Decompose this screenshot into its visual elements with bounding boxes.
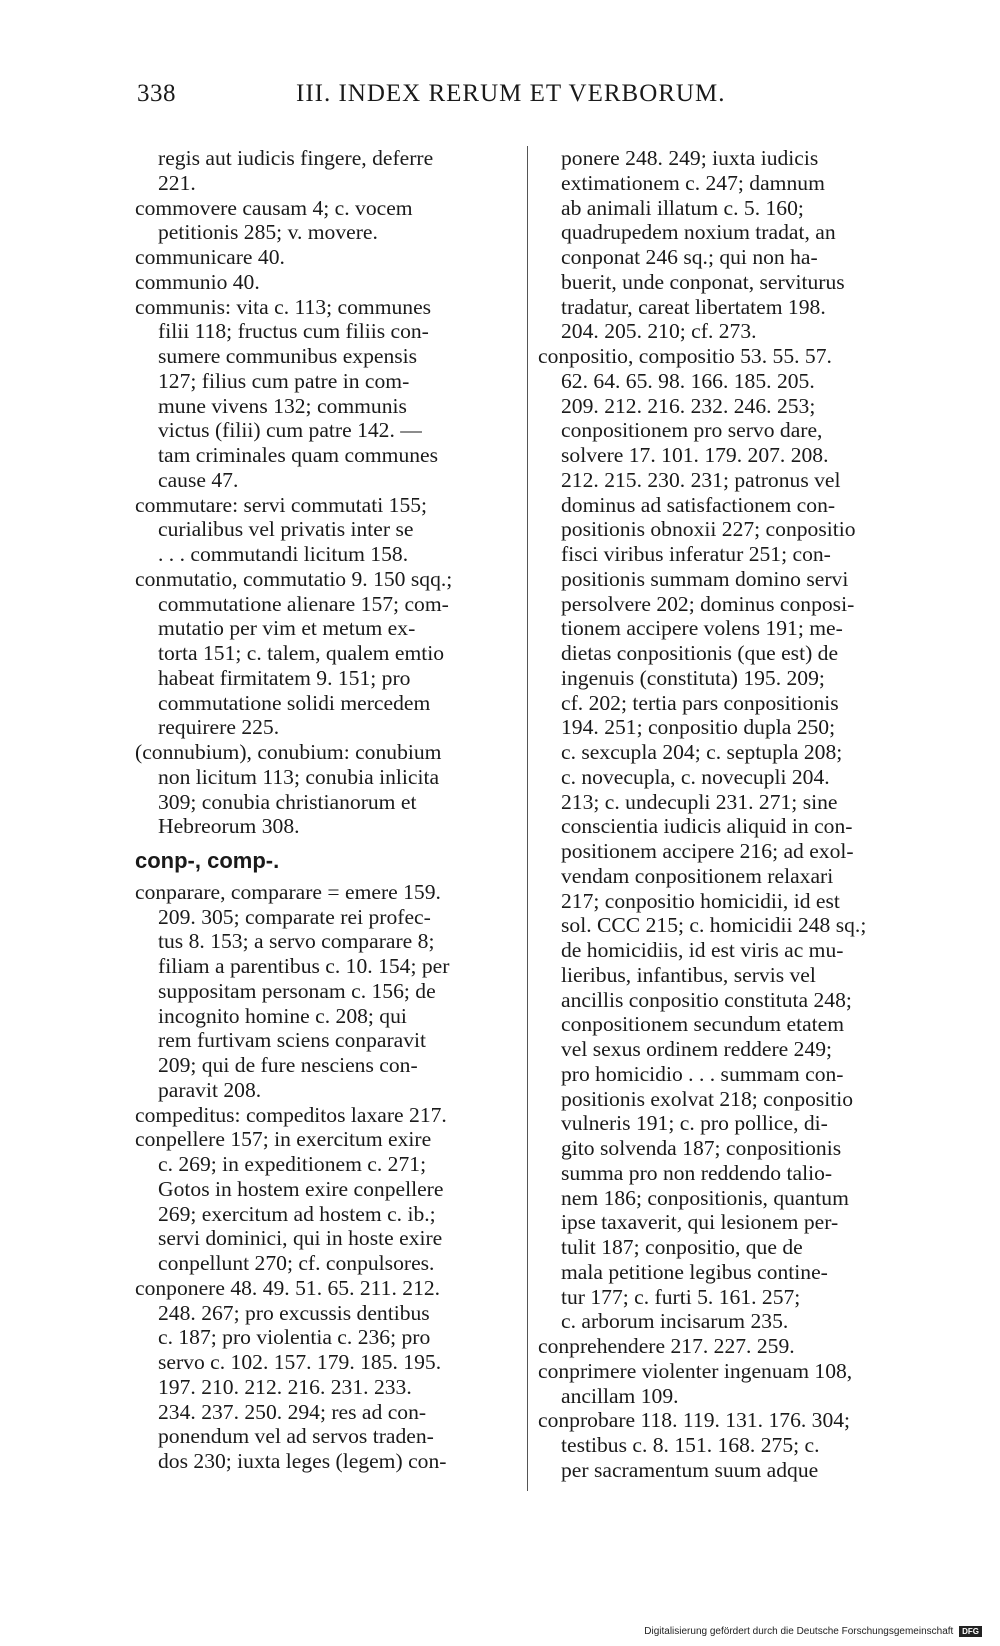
index-continuation-line: servo c. 102. 157. 179. 185. 195. [158, 1350, 442, 1374]
index-continuation-line: 127; filius cum patre in com- [158, 368, 410, 393]
index-continuation-line: conpellunt 270; cf. conpulsores. [158, 1251, 435, 1275]
index-continuation-line: 269; exercitum ad hostem c. ib.; [158, 1201, 436, 1226]
index-continuation-line: 221. [158, 170, 196, 195]
index-continuation-line: 194. 251; conpositio dupla 250; [561, 715, 836, 740]
index-entry-line: compeditus: compeditos laxare 217. [135, 1102, 447, 1127]
index-continuation-line: paravit 208. [158, 1077, 262, 1102]
index-continuation-line: summa pro non reddendo talio- [561, 1160, 833, 1185]
index-entry-line: commovere causam 4; c. vocem [135, 195, 413, 220]
index-continuation-line: Hebreorum 308. [158, 814, 300, 839]
index-continuation-line: sol. CCC 215; c. homicidii 248 sq.; [561, 913, 867, 938]
index-entry-line: conparare, comparare = emere 159. [135, 879, 441, 904]
index-continuation-line: tam criminales quam communes [158, 443, 439, 467]
index-continuation-line: ab animali illatum c. 5. 160; [561, 195, 804, 220]
index-continuation-line: quadrupedem noxium tradat, an [561, 220, 836, 245]
index-continuation-line: commutatione alienare 157; com- [158, 591, 449, 616]
index-continuation-line: . . . commutandi licitum 158. [158, 542, 409, 566]
page-number: 338 [137, 80, 176, 107]
index-continuation-line: ingenuis (constituta) 195. 209; [561, 665, 825, 690]
index-continuation-line: vel sexus ordinem reddere 249; [561, 1037, 833, 1061]
index-continuation-line: conpositionem secundum etatem [561, 1012, 845, 1037]
index-continuation-line: tulit 187; conpositio, que de [561, 1235, 803, 1259]
index-continuation-line: cf. 202; tertia pars conpositionis [561, 690, 839, 715]
index-continuation-line: incognito homine c. 208; qui [158, 1003, 407, 1028]
index-continuation-line: 234. 237. 250. 294; res ad con- [158, 1399, 427, 1424]
index-continuation-line: positionis summam domino servi [561, 566, 849, 591]
index-continuation-line: pro homicidio . . . summam con- [561, 1061, 844, 1086]
index-entry-line: commutare: servi commutati 155; [135, 492, 428, 517]
index-continuation-line: commutatione solidi mercedem [158, 690, 431, 715]
index-entry-line: conpellere 157; in exercitum exire [135, 1127, 432, 1152]
index-continuation-line: victus (filii) cum patre 142. — [158, 418, 422, 443]
section-heading: conp-, comp-. [135, 848, 280, 873]
index-continuation-line: tionem accipere volens 191; me- [561, 616, 843, 641]
index-entry-line: conprobare 118. 119. 131. 176. 304; [538, 1408, 851, 1433]
index-continuation-line: conpositionem pro servo dare, [561, 418, 823, 443]
page-header [0, 80, 1000, 120]
index-continuation-line: mune vivens 132; communis [158, 393, 407, 418]
index-continuation-line: ancillis conpositio constituta 248; [561, 987, 852, 1012]
index-continuation-line: gito solvenda 187; conpositionis [561, 1136, 842, 1160]
index-continuation-line: Gotos in hostem exire conpellere [158, 1176, 444, 1201]
index-continuation-line: c. 269; in expeditionem c. 271; [158, 1152, 427, 1176]
index-continuation-line: testibus c. 8. 151. 168. 275; c. [561, 1433, 820, 1457]
index-continuation-line: ipse taxaverit, qui lesionem per- [561, 1210, 839, 1235]
index-continuation-line: mutatio per vim et metum ex- [158, 616, 416, 641]
index-continuation-line: dominus ad satisfactionem con- [561, 492, 836, 517]
index-continuation-line: curialibus vel privatis inter se [158, 517, 414, 542]
index-continuation-line: 309; conubia christianorum et [158, 789, 417, 814]
index-continuation-line: rem furtivam sciens conparavit [158, 1028, 427, 1053]
index-continuation-line: persolvere 202; dominus conposi- [561, 591, 855, 616]
index-entry-line: conprimere violenter ingenuam 108, [538, 1358, 853, 1383]
index-continuation-line: sumere communibus expensis [158, 344, 418, 368]
index-entry-line: conprehendere 217. 227. 259. [538, 1334, 795, 1358]
index-entry-line: (connubium), conubium: conubium [135, 740, 442, 764]
index-continuation-line: fisci viribus inferatur 251; con- [561, 542, 831, 566]
index-continuation-line: 213; c. undecupli 231. 271; sine [561, 789, 838, 814]
index-continuation-line: non licitum 113; conubia inlicita [158, 764, 440, 789]
index-continuation-line: ponendum vel ad servos traden- [158, 1424, 434, 1449]
index-entry-line: conmutatio, commutatio 9. 150 sqq.; [135, 566, 453, 591]
index-continuation-line: dos 230; iuxta leges (legem) con- [158, 1449, 447, 1473]
left-index-column [135, 146, 510, 1474]
index-continuation-line: mala petitione legibus contine- [561, 1259, 828, 1284]
index-continuation-line: tus 8. 153; a servo comparare 8; [158, 929, 435, 954]
index-entry-line: communicare 40. [135, 245, 285, 269]
index-continuation-line: habeat firmitatem 9. 151; pro [158, 665, 411, 690]
index-continuation-line: conscientia iudicis aliquid in con- [561, 814, 853, 839]
index-continuation-line: 62. 64. 65. 98. 166. 185. 205. [561, 368, 815, 393]
index-continuation-line: filii 118; fructus cum filiis con- [158, 319, 429, 344]
index-continuation-line: ponere 248. 249; iuxta iudicis [561, 146, 819, 170]
index-continuation-line: filiam a parentibus c. 10. 154; per [158, 954, 450, 978]
index-continuation-line: vendam conpositionem relaxari [561, 863, 834, 888]
index-continuation-line: dietas conpositionis (que est) de [561, 641, 839, 665]
index-continuation-line: servi dominici, qui in hoste exire [158, 1226, 443, 1251]
digitization-footer [644, 1626, 982, 1637]
index-continuation-line: c. sexcupla 204; c. septupla 208; [561, 740, 843, 764]
index-continuation-line: positionis exolvat 218; conpositio [561, 1086, 854, 1111]
dfg-logo: DFG [959, 1626, 982, 1637]
index-continuation-line: de homicidiis, id est viris ac mu- [561, 938, 844, 962]
index-continuation-line: 209. 212. 216. 232. 246. 253; [561, 393, 816, 418]
index-continuation-line: extimationem c. 247; damnum [561, 170, 825, 195]
right-index-column [538, 146, 920, 1483]
index-continuation-line: positionis obnoxii 227; conpositio [561, 517, 856, 542]
index-continuation-line: 209; qui de fure nesciens con- [158, 1053, 418, 1077]
index-continuation-line: 209. 305; comparate rei profec- [158, 904, 431, 929]
index-continuation-line: 197. 210. 212. 216. 231. 233. [158, 1374, 412, 1399]
index-entry-line: conponere 48. 49. 51. 65. 211. 212. [135, 1275, 441, 1300]
index-continuation-line: cause 47. [158, 467, 239, 492]
index-continuation-line: vulneris 191; c. pro pollice, di- [561, 1111, 828, 1136]
index-continuation-line: suppositam personam c. 156; de [158, 978, 436, 1003]
index-continuation-line: c. 187; pro violentia c. 236; pro [158, 1325, 431, 1350]
index-continuation-line: tur 177; c. furti 5. 161. 257; [561, 1284, 801, 1309]
index-continuation-line: lieribus, infantibus, servis vel [561, 962, 816, 987]
index-entry-line: communio 40. [135, 269, 260, 294]
index-continuation-line: 204. 205. 210; cf. 273. [561, 319, 757, 344]
column-divider [527, 146, 528, 1491]
index-continuation-line: ancillam 109. [561, 1383, 679, 1408]
index-continuation-line: positionem accipere 216; ad exol- [561, 839, 854, 863]
running-title: III. INDEX RERUM ET VERBORUM. [296, 80, 726, 107]
index-continuation-line: 212. 215. 230. 231; patronus vel [561, 467, 841, 492]
footer-credit: Digitalisierung gefördert durch die Deutsche Forschungsgemeinschaft [644, 1626, 954, 1638]
index-continuation-line: 248. 267; pro excussis dentibus [158, 1300, 430, 1325]
index-continuation-line: petitionis 285; v. movere. [158, 220, 378, 245]
index-entry-line: conpositio, compositio 53. 55. 57. [538, 344, 832, 368]
index-continuation-line: conponat 246 sq.; qui non ha- [561, 245, 818, 269]
index-continuation-line: regis aut iudicis fingere, deferre [158, 146, 434, 170]
index-continuation-line: buerit, unde conponat, serviturus [561, 269, 845, 294]
index-continuation-line: c. novecupla, c. novecupli 204. [561, 764, 830, 789]
index-continuation-line: requirere 225. [158, 715, 280, 740]
index-continuation-line: solvere 17. 101. 179. 207. 208. [561, 443, 829, 467]
index-continuation-line: c. arborum incisarum 235. [561, 1309, 789, 1334]
index-continuation-line: nem 186; conpositionis, quantum [561, 1185, 849, 1210]
index-continuation-line: tradatur, careat libertatem 198. [561, 294, 826, 319]
index-continuation-line: 217; conpositio homicidii, id est [561, 888, 840, 913]
index-continuation-line: torta 151; c. talem, qualem emtio [158, 641, 445, 665]
index-entry-line: communis: vita c. 113; communes [135, 294, 432, 319]
index-continuation-line: per sacramentum suum adque [561, 1457, 819, 1482]
